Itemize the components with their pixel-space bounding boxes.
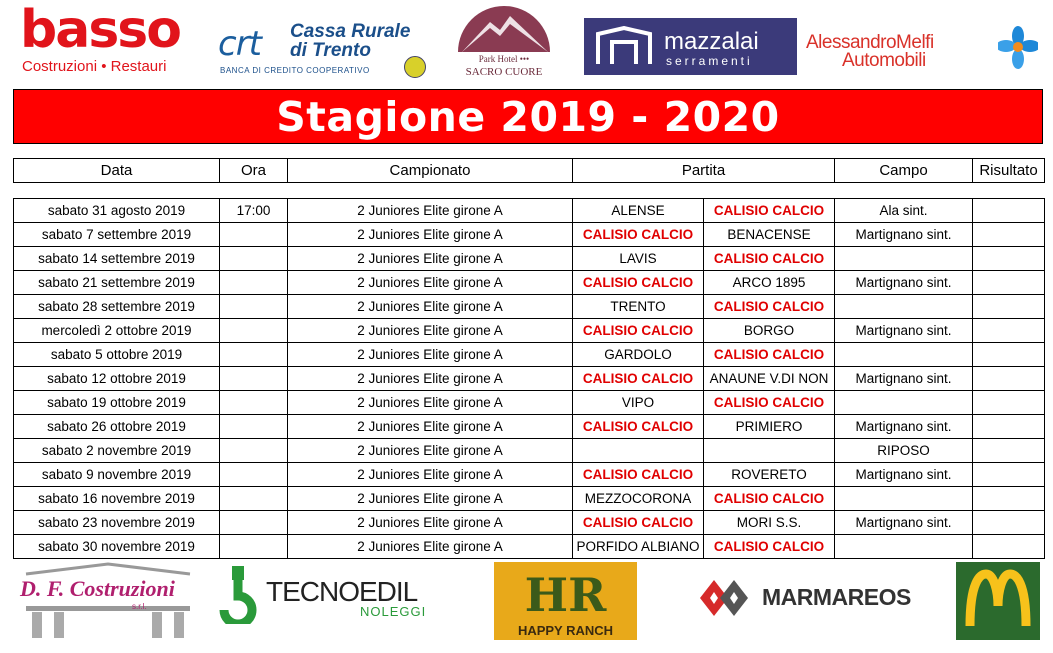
away-team-cell: CALISIO CALCIO [704,535,835,559]
df-name: D. F. Costruzioni [20,576,175,601]
happy-ranch-name: HAPPY RANCH [517,623,614,638]
crt-name-line1: Cassa Rurale [290,21,411,42]
home-team-cell: TRENTO [573,295,704,319]
league-cell: 2 Juniores Elite girone A [288,199,573,223]
melfi-line1: AlessandroMelfi [806,32,934,53]
home-team-cell: CALISIO CALCIO [573,319,704,343]
window-frame-icon [594,26,654,68]
tecnoedil-name: TECNOEDIL [266,576,418,607]
date-cell: sabato 23 novembre 2019 [14,511,220,535]
result-cell [973,463,1045,487]
field-cell [835,391,973,415]
home-team-cell: CALISIO CALCIO [573,415,704,439]
time-cell [220,535,288,559]
basso-wordmark: basso [20,0,180,60]
league-cell: 2 Juniores Elite girone A [288,295,573,319]
result-cell [973,247,1045,271]
table-row [14,415,1045,439]
away-team-cell: ARCO 1895 [704,271,835,295]
sponsor-happy-ranch-logo [494,562,637,640]
table-row [14,439,1045,463]
time-cell [220,343,288,367]
home-team-cell: CALISIO CALCIO [573,271,704,295]
sponsor-mazzalai-logo [584,18,797,75]
result-cell [973,439,1045,463]
home-team-cell: PORFIDO ALBIANO [573,535,704,559]
table-row [14,535,1045,559]
home-team-cell: ALENSE [573,199,704,223]
away-team-cell: ROVERETO [704,463,835,487]
league-cell: 2 Juniores Elite girone A [288,247,573,271]
time-cell [220,487,288,511]
crane-hook-icon [218,566,262,624]
park-hotel-line2: SACRO CUORE [465,66,543,78]
date-cell: sabato 19 ottobre 2019 [14,391,220,415]
sponsor-basso-logo [20,0,198,80]
date-cell: sabato 16 novembre 2019 [14,487,220,511]
result-cell [973,415,1045,439]
away-team-cell: CALISIO CALCIO [704,247,835,271]
away-team-cell: CALISIO CALCIO [704,199,835,223]
away-team-cell: ANAUNE V.DI NON [704,367,835,391]
header-campo: Campo [835,159,973,183]
time-cell [220,319,288,343]
result-cell [973,367,1045,391]
mountain-icon [452,4,556,54]
sponsor-tecnoedil-logo [218,566,443,626]
sponsor-park-hotel-logo [452,4,556,82]
field-cell [835,295,973,319]
home-team-cell: GARDOLO [573,343,704,367]
home-team-cell: CALISIO CALCIO [573,223,704,247]
time-cell [220,463,288,487]
date-cell: sabato 28 settembre 2019 [14,295,220,319]
field-cell: Martignano sint. [835,319,973,343]
date-cell: sabato 30 novembre 2019 [14,535,220,559]
table-row [14,199,1045,223]
league-cell: 2 Juniores Elite girone A [288,535,573,559]
table-row [14,319,1045,343]
crt-seal-icon [404,56,426,78]
away-team-cell: MORI S.S. [704,511,835,535]
date-cell: sabato 9 novembre 2019 [14,463,220,487]
home-team-cell: MEZZOCORONA [573,487,704,511]
away-team-cell: BENACENSE [704,223,835,247]
flower-icon [998,26,1038,70]
home-team-cell: VIPO [573,391,704,415]
schedule-table [13,198,1045,559]
table-row [14,367,1045,391]
league-cell: 2 Juniores Elite girone A [288,223,573,247]
result-cell [973,343,1045,367]
crt-name [290,22,410,60]
home-team-cell: CALISIO CALCIO [573,511,704,535]
crt-name-line2: di Trento [290,40,371,61]
time-cell [220,367,288,391]
date-cell: sabato 26 ottobre 2019 [14,415,220,439]
field-cell: Martignano sint. [835,223,973,247]
time-cell [220,391,288,415]
table-row [14,295,1045,319]
date-cell: sabato 2 novembre 2019 [14,439,220,463]
marmareos-name: MARMAREOS [762,584,911,610]
basso-tagline: Costruzioni • Restauri [22,58,167,75]
schedule-header-table [13,158,1045,183]
league-cell: 2 Juniores Elite girone A [288,415,573,439]
table-row [14,343,1045,367]
away-team-cell: PRIMIERO [704,415,835,439]
header-data: Data [14,159,220,183]
time-cell [220,439,288,463]
date-cell: sabato 14 settembre 2019 [14,247,220,271]
time-cell [220,223,288,247]
df-suffix: s.r.l. [132,602,147,611]
time-cell [220,247,288,271]
field-cell: Martignano sint. [835,463,973,487]
date-cell: sabato 7 settembre 2019 [14,223,220,247]
date-cell: sabato 21 settembre 2019 [14,271,220,295]
result-cell [973,271,1045,295]
date-cell: sabato 31 agosto 2019 [14,199,220,223]
league-cell: 2 Juniores Elite girone A [288,487,573,511]
result-cell [973,223,1045,247]
tecnoedil-sub: NOLEGGI [360,604,427,619]
table-row [14,271,1045,295]
table-row [14,391,1045,415]
happy-ranch-mark: HR [524,568,607,622]
field-cell [835,247,973,271]
header-campionato: Campionato [288,159,573,183]
time-cell [220,295,288,319]
result-cell [973,295,1045,319]
table-row [14,511,1045,535]
sponsor-cassa-rurale-logo [210,10,428,82]
field-cell: RIPOSO [835,439,973,463]
field-cell [835,535,973,559]
sponsor-marmareos-logo [698,574,920,622]
field-cell: Ala sint. [835,199,973,223]
schedule-body [14,199,1045,559]
date-cell: sabato 12 ottobre 2019 [14,367,220,391]
header-ora: Ora [220,159,288,183]
mazzalai-name: mazzalai [664,28,759,55]
league-cell: 2 Juniores Elite girone A [288,319,573,343]
time-cell: 17:00 [220,199,288,223]
league-cell: 2 Juniores Elite girone A [288,463,573,487]
away-team-cell: CALISIO CALCIO [704,391,835,415]
result-cell [973,535,1045,559]
league-cell: 2 Juniores Elite girone A [288,511,573,535]
result-cell [973,319,1045,343]
league-cell: 2 Juniores Elite girone A [288,343,573,367]
header-partita: Partita [573,159,835,183]
mazzalai-sub: serramenti [666,54,753,68]
crt-mark: crt [218,24,262,64]
header-risultato: Risultato [973,159,1045,183]
home-team-cell: LAVIS [573,247,704,271]
golden-arches-icon [956,562,1040,640]
time-cell [220,511,288,535]
league-cell: 2 Juniores Elite girone A [288,439,573,463]
table-row [14,487,1045,511]
field-cell: Martignano sint. [835,271,973,295]
date-cell: sabato 5 ottobre 2019 [14,343,220,367]
diamond-icon [698,574,756,622]
table-row [14,463,1045,487]
league-cell: 2 Juniores Elite girone A [288,391,573,415]
home-team-cell: CALISIO CALCIO [573,367,704,391]
sponsor-melfi-logo [806,22,1040,76]
date-cell: mercoledì 2 ottobre 2019 [14,319,220,343]
table-row [14,223,1045,247]
away-team-cell: CALISIO CALCIO [704,343,835,367]
sponsor-df-costruzioni-logo [20,562,196,640]
field-cell: Martignano sint. [835,367,973,391]
season-title: Stagione 2019 - 2020 [276,93,780,141]
park-hotel-line1: Park Hotel ••• [478,54,530,64]
result-cell [973,199,1045,223]
sponsor-mcdonalds-logo [956,562,1040,640]
time-cell [220,271,288,295]
result-cell [973,487,1045,511]
time-cell [220,415,288,439]
field-cell: Martignano sint. [835,511,973,535]
header-row [14,159,1045,183]
home-team-cell: CALISIO CALCIO [573,463,704,487]
result-cell [973,511,1045,535]
away-team-cell [704,439,835,463]
crt-tagline: BANCA DI CREDITO COOPERATIVO [220,66,370,75]
season-title-banner [13,89,1043,144]
home-team-cell [573,439,704,463]
away-team-cell: CALISIO CALCIO [704,487,835,511]
field-cell [835,343,973,367]
league-cell: 2 Juniores Elite girone A [288,367,573,391]
table-row [14,247,1045,271]
field-cell [835,487,973,511]
result-cell [973,391,1045,415]
melfi-line2: Automobili [842,50,926,71]
field-cell: Martignano sint. [835,415,973,439]
league-cell: 2 Juniores Elite girone A [288,271,573,295]
away-team-cell: BORGO [704,319,835,343]
away-team-cell: CALISIO CALCIO [704,295,835,319]
